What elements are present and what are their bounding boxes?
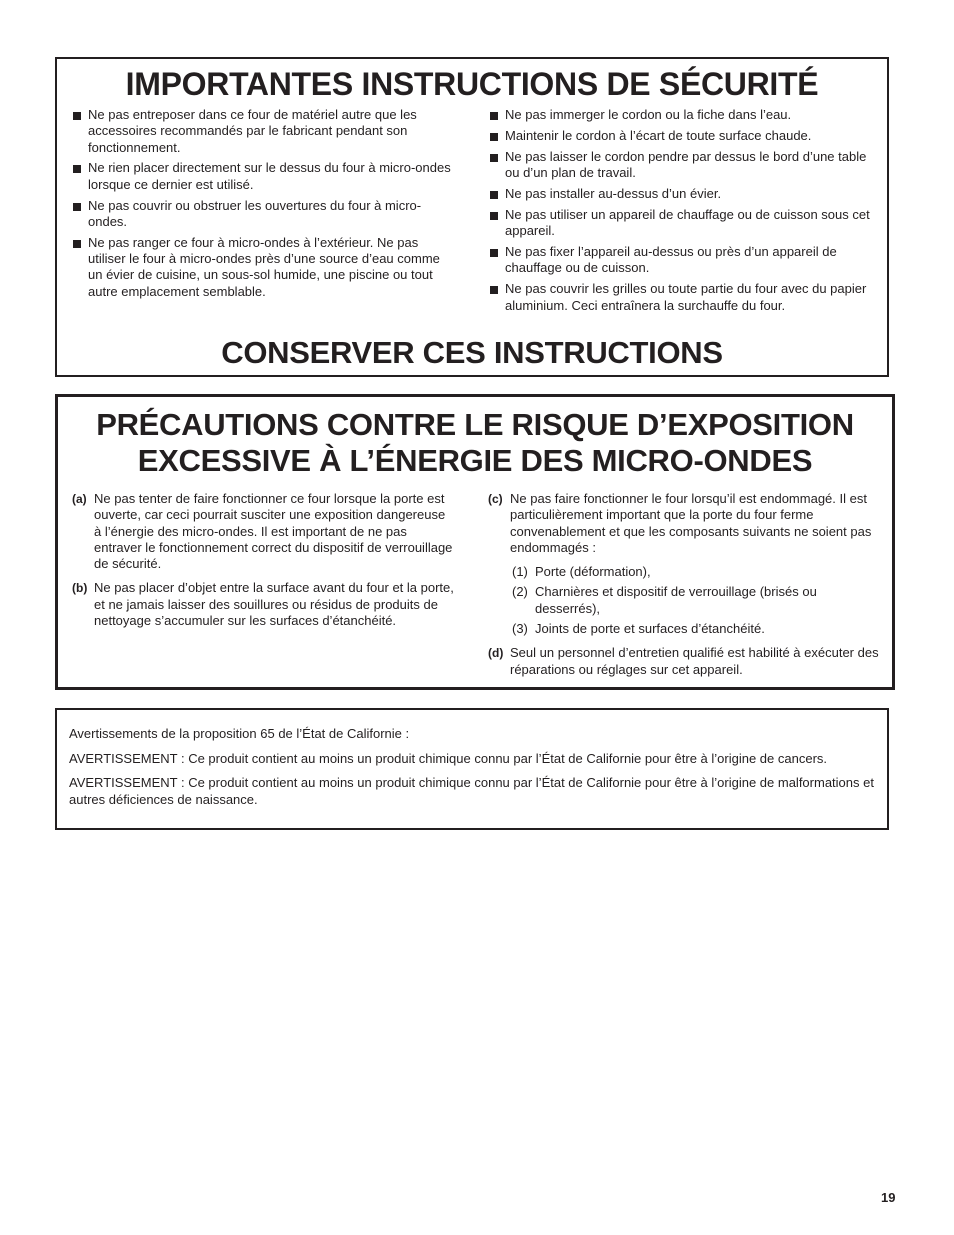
safety-item [488, 207, 877, 240]
component-number: (2) [512, 584, 528, 600]
precaution-label: (c) [488, 492, 503, 506]
safety-item-text: Ne pas entreposer dans ce four de matériel autre que les accessoires recommandés par le fabricant pendant son fonctionnement. [88, 107, 417, 155]
precaution-d [488, 645, 880, 678]
precautions-title-line1: PRÉCAUTIONS CONTRE LE RISQUE D’EXPOSITION [96, 407, 854, 442]
precaution-label: (d) [488, 646, 504, 661]
bullet-square-icon [73, 203, 81, 211]
bullet-square-icon [73, 165, 81, 173]
precautions-left-column [72, 491, 476, 686]
precaution-text: Seul un personnel d’entretien qualifié est habilité à exécuter des réparations ou réglages sur cet appareil. [510, 645, 879, 677]
precaution-text: Ne pas faire fonctionner le four lorsqu’il est endommagé. Il est particulièrement important que la porte du four ferme convenablement et que les composants suivants ne soient pas endommagés : [510, 491, 872, 555]
safety-right-column [474, 107, 877, 318]
component-number: (1) [512, 564, 528, 580]
safety-title: IMPORTANTES INSTRUCTIONS DE SÉCURITÉ [125, 66, 819, 102]
safety-item-text: Ne pas fixer l’appareil au-dessus ou près d’un appareil de chauffage ou de cuisson. [505, 244, 837, 276]
component-item [488, 621, 880, 637]
safety-item-text: Ne pas utiliser un appareil de chauffage ou de cuisson sous cet appareil. [505, 206, 870, 239]
bullet-square-icon [73, 240, 81, 248]
safety-left-column [71, 107, 474, 318]
safety-item-text: Ne pas laisser le cordon pendre par dessus le bord d’une table ou d’un plan de travail. [505, 148, 867, 181]
bullet-square-icon [490, 112, 498, 120]
bullet-square-icon [490, 286, 498, 294]
safety-item-text: Ne pas couvrir les grilles ou toute partie du four avec du papier aluminium. Ceci entraînera la surchauffe du four. [505, 281, 867, 313]
component-number: (3) [512, 621, 528, 637]
precautions-title [58, 397, 892, 479]
precaution-label: (a) [72, 492, 87, 506]
prop65-content [57, 710, 887, 808]
page-number: 19 [881, 1190, 896, 1205]
safety-item [488, 281, 877, 314]
component-item [488, 584, 880, 617]
precautions-title-line2: EXCESSIVE À L’ÉNERGIE DES MICRO-ONDES [137, 443, 813, 478]
prop65-heading: Avertissements de la proposition 65 de l’État de Californie : [69, 726, 410, 741]
safety-item [71, 160, 456, 193]
component-list [488, 564, 880, 637]
safety-instructions-box [55, 57, 889, 377]
precaution-text: Ne pas placer d’objet entre la surface avant du four et la porte, et ne jamais laisser des souillures ou résidus de produits de nettoyage s’accumuler sur les surfaces d’étanchéité. [94, 580, 454, 629]
precaution-label: (b) [72, 581, 88, 596]
safety-item [488, 186, 877, 202]
safety-item [71, 235, 456, 300]
safety-item-text: Ne pas ranger ce four à micro-ondes à l’extérieur. Ne pas utiliser le four à micro-ondes près d’une source d’eau comme un évier de cuisine, un sous-sol humide, une piscine ou tout autre emplacement semblable. [88, 234, 440, 299]
safety-item [488, 149, 877, 182]
bullet-square-icon [490, 212, 498, 220]
precautions-box [55, 394, 895, 690]
bullet-square-icon [490, 133, 498, 141]
bullet-square-icon [73, 112, 81, 120]
bullet-square-icon [490, 191, 498, 199]
prop65-box [55, 708, 889, 830]
precaution-b [72, 580, 456, 629]
bullet-square-icon [490, 249, 498, 257]
safety-item [71, 107, 456, 156]
safety-item-text: Ne pas couvrir ou obstruer les ouvertures du four à micro-ondes. [88, 197, 422, 229]
component-text: Joints de porte et surfaces d’étanchéité. [535, 621, 765, 637]
safety-columns [71, 107, 877, 318]
safety-item [71, 198, 456, 231]
safety-item [488, 107, 877, 123]
safety-item-text: Ne pas immerger le cordon ou la fiche dans l’eau. [505, 107, 792, 122]
precaution-a [72, 491, 456, 572]
component-text: Charnières et dispositif de verrouillage (brisés ou desserrés), [535, 584, 817, 616]
component-item [488, 564, 880, 580]
precautions-right-column [476, 491, 880, 686]
safety-item-text: Ne rien placer directement sur le dessus du four à micro-ondes lorsque ce dernier est utilisé. [88, 160, 451, 192]
safety-item [488, 128, 877, 144]
precaution-text: Ne pas tenter de faire fonctionner ce four lorsque la porte est ouverte, car ceci pourrait susciter une exposition dangereuse à l’énergie des micro-ondes. Il est important de ne pas entraver le fonctionnement correct du dispositif de verrouillage de sécurité. [94, 491, 453, 572]
prop65-warning-birth-defects: AVERTISSEMENT : Ce produit contient au moins un produit chimique connu par l’État de Californie pour être à l’origine de malformations et autres déficiences de naissance. [69, 775, 874, 807]
prop65-warning-cancer: AVERTISSEMENT : Ce produit contient au moins un produit chimique connu par l’État de Californie pour être à l’origine de cancers. [69, 750, 828, 766]
safety-item [488, 244, 877, 277]
component-text: Porte (déformation), [535, 564, 651, 580]
safety-item-text: Maintenir le cordon à l’écart de toute surface chaude. [505, 127, 812, 143]
safety-item-text: Ne pas installer au-dessus d’un évier. [505, 185, 722, 201]
bullet-square-icon [490, 154, 498, 162]
precaution-c [488, 491, 880, 556]
save-instructions-title: CONSERVER CES INSTRUCTIONS [221, 335, 723, 370]
precautions-columns [72, 491, 880, 686]
